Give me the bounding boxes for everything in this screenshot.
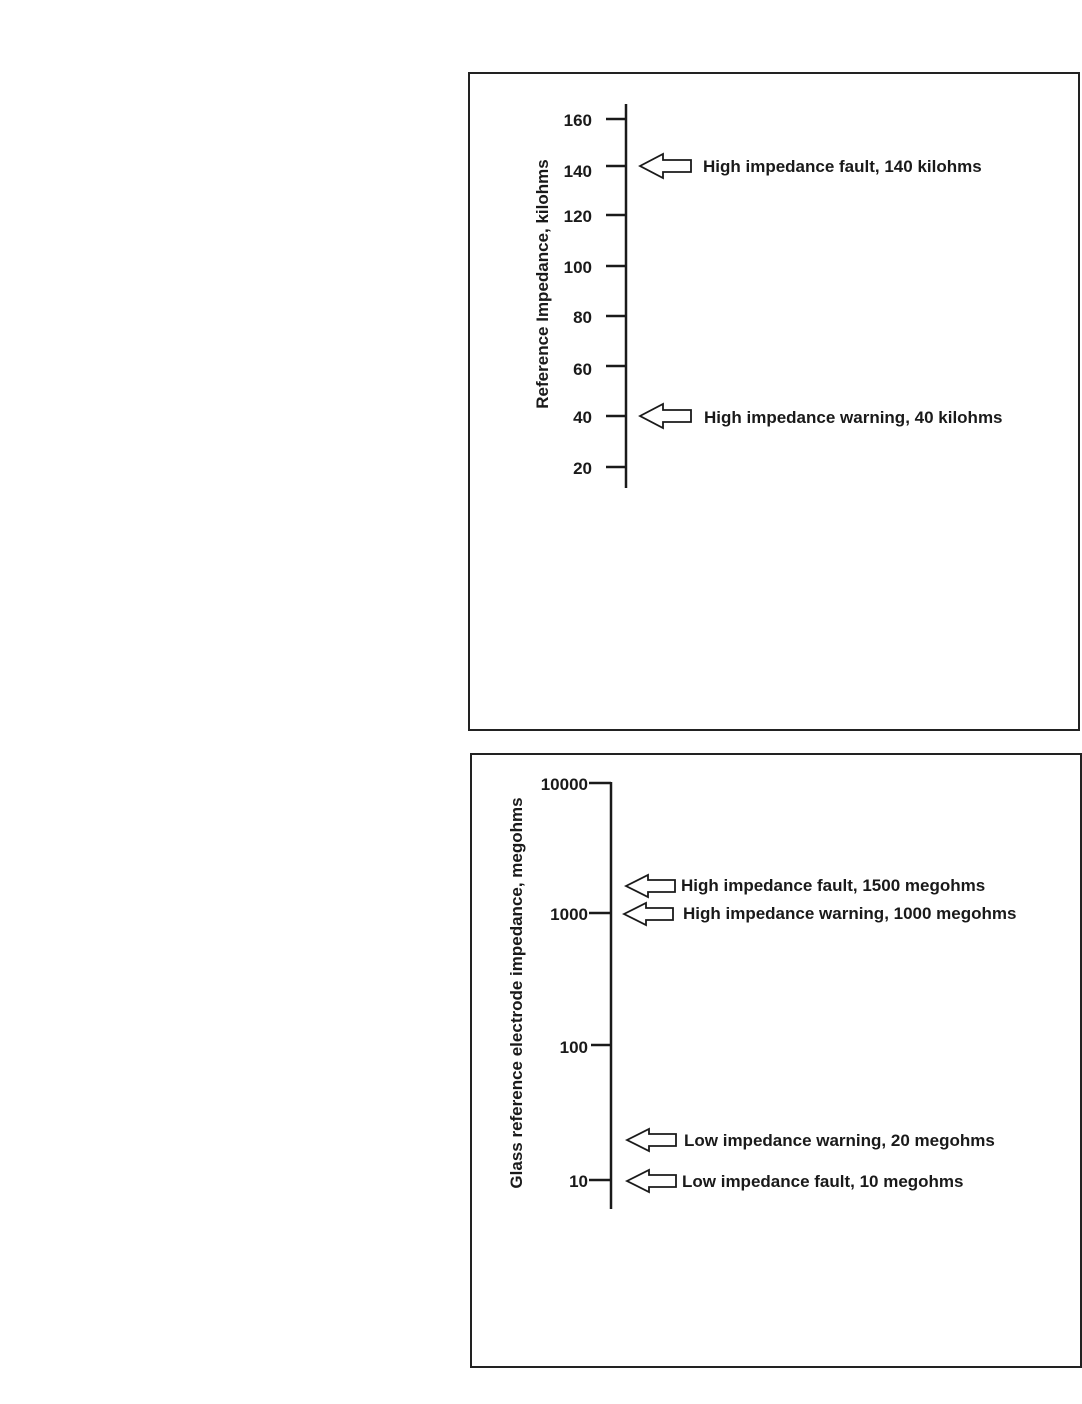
marker-label-high-warning: High impedance warning, 40 kilohms [704, 408, 1003, 427]
left-arrow-icon [627, 1129, 676, 1151]
left-arrow-icon [640, 404, 691, 428]
marker-label-high-fault: High impedance fault, 140 kilohms [703, 157, 982, 176]
tick-label-40: 40 [573, 408, 592, 427]
tick-label-60: 60 [573, 360, 592, 379]
marker-label-high-fault: High impedance fault, 1500 megohms [681, 876, 986, 895]
tick-label-20: 20 [573, 459, 592, 478]
tick-label-10000: 10000 [540, 775, 588, 794]
tick-label-80: 80 [573, 308, 592, 327]
tick-label-140: 140 [563, 162, 592, 181]
glass-electrode-impedance-diagram [472, 755, 1080, 1366]
marker-label-high-warning: High impedance warning, 1000 megohms [683, 904, 1017, 923]
tick-label-100: 100 [559, 1038, 588, 1057]
marker-label-low-fault: Low impedance fault, 10 megohms [682, 1172, 964, 1191]
tick-label-1000: 1000 [550, 905, 588, 924]
left-arrow-icon [640, 154, 691, 178]
glass-electrode-impedance-panel [470, 753, 1082, 1368]
left-arrow-icon [626, 875, 675, 897]
marker-label-low-warning: Low impedance warning, 20 megohms [684, 1131, 995, 1150]
tick-label-10: 10 [569, 1172, 588, 1191]
left-arrow-icon [624, 903, 673, 925]
y-axis-label: Glass reference electrode impedance, megohms [507, 797, 526, 1189]
tick-label-100: 100 [563, 258, 592, 277]
reference-impedance-panel [468, 72, 1080, 731]
left-arrow-icon [627, 1170, 676, 1192]
tick-label-160: 160 [563, 111, 592, 130]
reference-impedance-diagram [470, 74, 1078, 729]
y-axis-label: Reference Impedance, kilohms [533, 159, 552, 409]
tick-label-120: 120 [563, 207, 592, 226]
